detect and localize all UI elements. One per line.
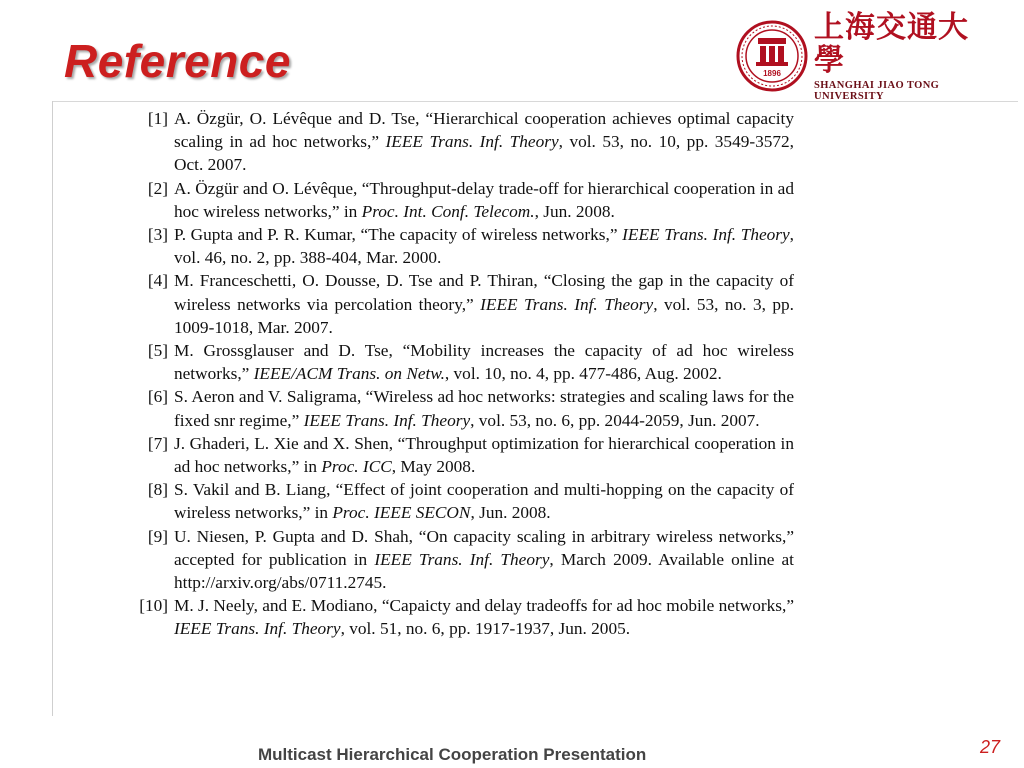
reference-item bbox=[118, 107, 794, 177]
reference-venue: IEEE Trans. Inf. Theory bbox=[374, 549, 550, 569]
reference-text bbox=[174, 385, 794, 431]
reference-number: [4] bbox=[147, 271, 168, 291]
reference-text bbox=[174, 525, 794, 595]
reference-item bbox=[118, 385, 794, 431]
reference-venue: Proc. IEEE SECON bbox=[332, 503, 471, 523]
reference-venue: IEEE Trans. Inf. Theory bbox=[174, 619, 341, 639]
reference-venue: Proc. ICC bbox=[321, 457, 392, 477]
reference-text bbox=[174, 339, 794, 385]
emblem-year: 1896 bbox=[763, 69, 781, 78]
reference-number: [1] bbox=[147, 109, 168, 128]
reference-venue: IEEE Trans. Inf. Theory bbox=[480, 294, 654, 314]
reference-body: U. Niesen, P. Gupta and D. Shah, “On capacity scaling in arbitrary wireless networks,” accepted for publication in bbox=[174, 526, 794, 569]
reference-venue: IEEE Trans. Inf. Theory bbox=[303, 410, 471, 430]
reference-text bbox=[174, 223, 794, 269]
reference-number: [7] bbox=[147, 433, 168, 453]
reference-details: , vol. 53, no. 3, pp. 1009-1018, Mar. 2007. bbox=[174, 294, 794, 337]
reference-item bbox=[118, 478, 794, 524]
reference-item bbox=[118, 339, 794, 385]
reference-item bbox=[118, 269, 794, 339]
university-name-english: SHANGHAI JIAO TONG UNIVERSITY bbox=[814, 79, 940, 102]
reference-body: S. Vakil and B. Liang, “Effect of joint cooperation and multi-hopping on the capacity of wireless networks,” in bbox=[174, 480, 794, 523]
reference-details: , March 2009. Available online at http://arxiv.org/abs/0711.2745. bbox=[174, 549, 794, 593]
reference-details: , Jun. 2008. bbox=[470, 503, 551, 523]
reference-item bbox=[118, 525, 794, 595]
reference-body: S. Aeron and V. Saligrama, “Wireless ad hoc networks: strategies and scaling laws for the fixed snr regime,” bbox=[174, 387, 794, 430]
reference-details: , vol. 51, no. 6, pp. 1917-1937, Jun. 2005. bbox=[340, 619, 631, 639]
reference-body: M. Grossglauser and D. Tse, “Mobility increases the capacity of ad hoc wireless networks,” bbox=[174, 341, 794, 384]
reference-text bbox=[174, 594, 794, 640]
page-number: 27 bbox=[979, 737, 1000, 757]
reference-item bbox=[118, 432, 794, 478]
slide-footer: Multicast Hierarchical Cooperation Presentation bbox=[258, 745, 647, 764]
reference-body: A. Özgür, O. Lévêque and D. Tse, “Hierarchical cooperation achieves optimal capacity scaling in ad hoc networks,” bbox=[174, 109, 794, 152]
reference-list bbox=[118, 107, 794, 641]
reference-details: , May 2008. bbox=[391, 457, 476, 477]
reference-number: [9] bbox=[147, 526, 168, 546]
university-emblem-icon bbox=[736, 20, 808, 92]
slide-title: Reference bbox=[64, 35, 291, 87]
reference-number: [2] bbox=[147, 178, 168, 198]
reference-details: , vol. 53, no. 10, pp. 3549-3572, Oct. 2007. bbox=[174, 132, 794, 175]
reference-text bbox=[174, 478, 794, 524]
university-name-chinese: 上海交通大學 bbox=[814, 9, 969, 78]
reference-details: , vol. 46, no. 2, pp. 388-404, Mar. 2000. bbox=[174, 225, 794, 268]
reference-item bbox=[118, 594, 794, 640]
reference-number: [10] bbox=[139, 596, 168, 616]
reference-text bbox=[174, 432, 794, 478]
reference-details: , vol. 53, no. 6, pp. 2044-2059, Jun. 2007. bbox=[470, 410, 760, 430]
reference-item bbox=[118, 177, 794, 223]
university-logo bbox=[736, 9, 998, 102]
reference-text bbox=[174, 177, 794, 223]
reference-number: [5] bbox=[147, 341, 168, 361]
reference-body: M. J. Neely, and E. Modiano, “Capaicty and delay tradeoffs for ad hoc mobile networks,” bbox=[174, 596, 794, 616]
reference-number: [3] bbox=[147, 225, 168, 245]
reference-venue: IEEE Trans. Inf. Theory bbox=[385, 132, 559, 152]
reference-body: J. Ghaderi, L. Xie and X. Shen, “Throughput optimization for hierarchical cooperation in ad hoc networks,” in bbox=[174, 433, 794, 477]
reference-number: [8] bbox=[147, 480, 168, 500]
reference-venue: IEEE Trans. Inf. Theory bbox=[622, 225, 790, 245]
reference-details: , Jun. 2008. bbox=[534, 201, 615, 221]
header-divider bbox=[52, 101, 1018, 102]
reference-text bbox=[174, 107, 794, 177]
reference-details: , vol. 10, no. 4, pp. 477-486, Aug. 2002. bbox=[444, 364, 722, 384]
content-left-border bbox=[52, 101, 53, 716]
reference-venue: Proc. Int. Conf. Telecom. bbox=[361, 201, 535, 221]
reference-text bbox=[174, 269, 794, 339]
reference-number: [6] bbox=[147, 387, 168, 407]
reference-body: A. Özgür and O. Lévêque, “Throughput-delay trade-off for hierarchical cooperation in ad hoc wireless networks,” in bbox=[174, 178, 794, 221]
reference-item bbox=[118, 223, 794, 269]
reference-body: P. Gupta and P. R. Kumar, “The capacity of wireless networks,” bbox=[174, 225, 623, 245]
reference-venue: IEEE/ACM Trans. on Netw. bbox=[253, 364, 445, 384]
reference-body: M. Franceschetti, O. Dousse, D. Tse and P. Thiran, “Closing the gap in the capacity of wireless networks via percolation theory,” bbox=[174, 271, 794, 314]
